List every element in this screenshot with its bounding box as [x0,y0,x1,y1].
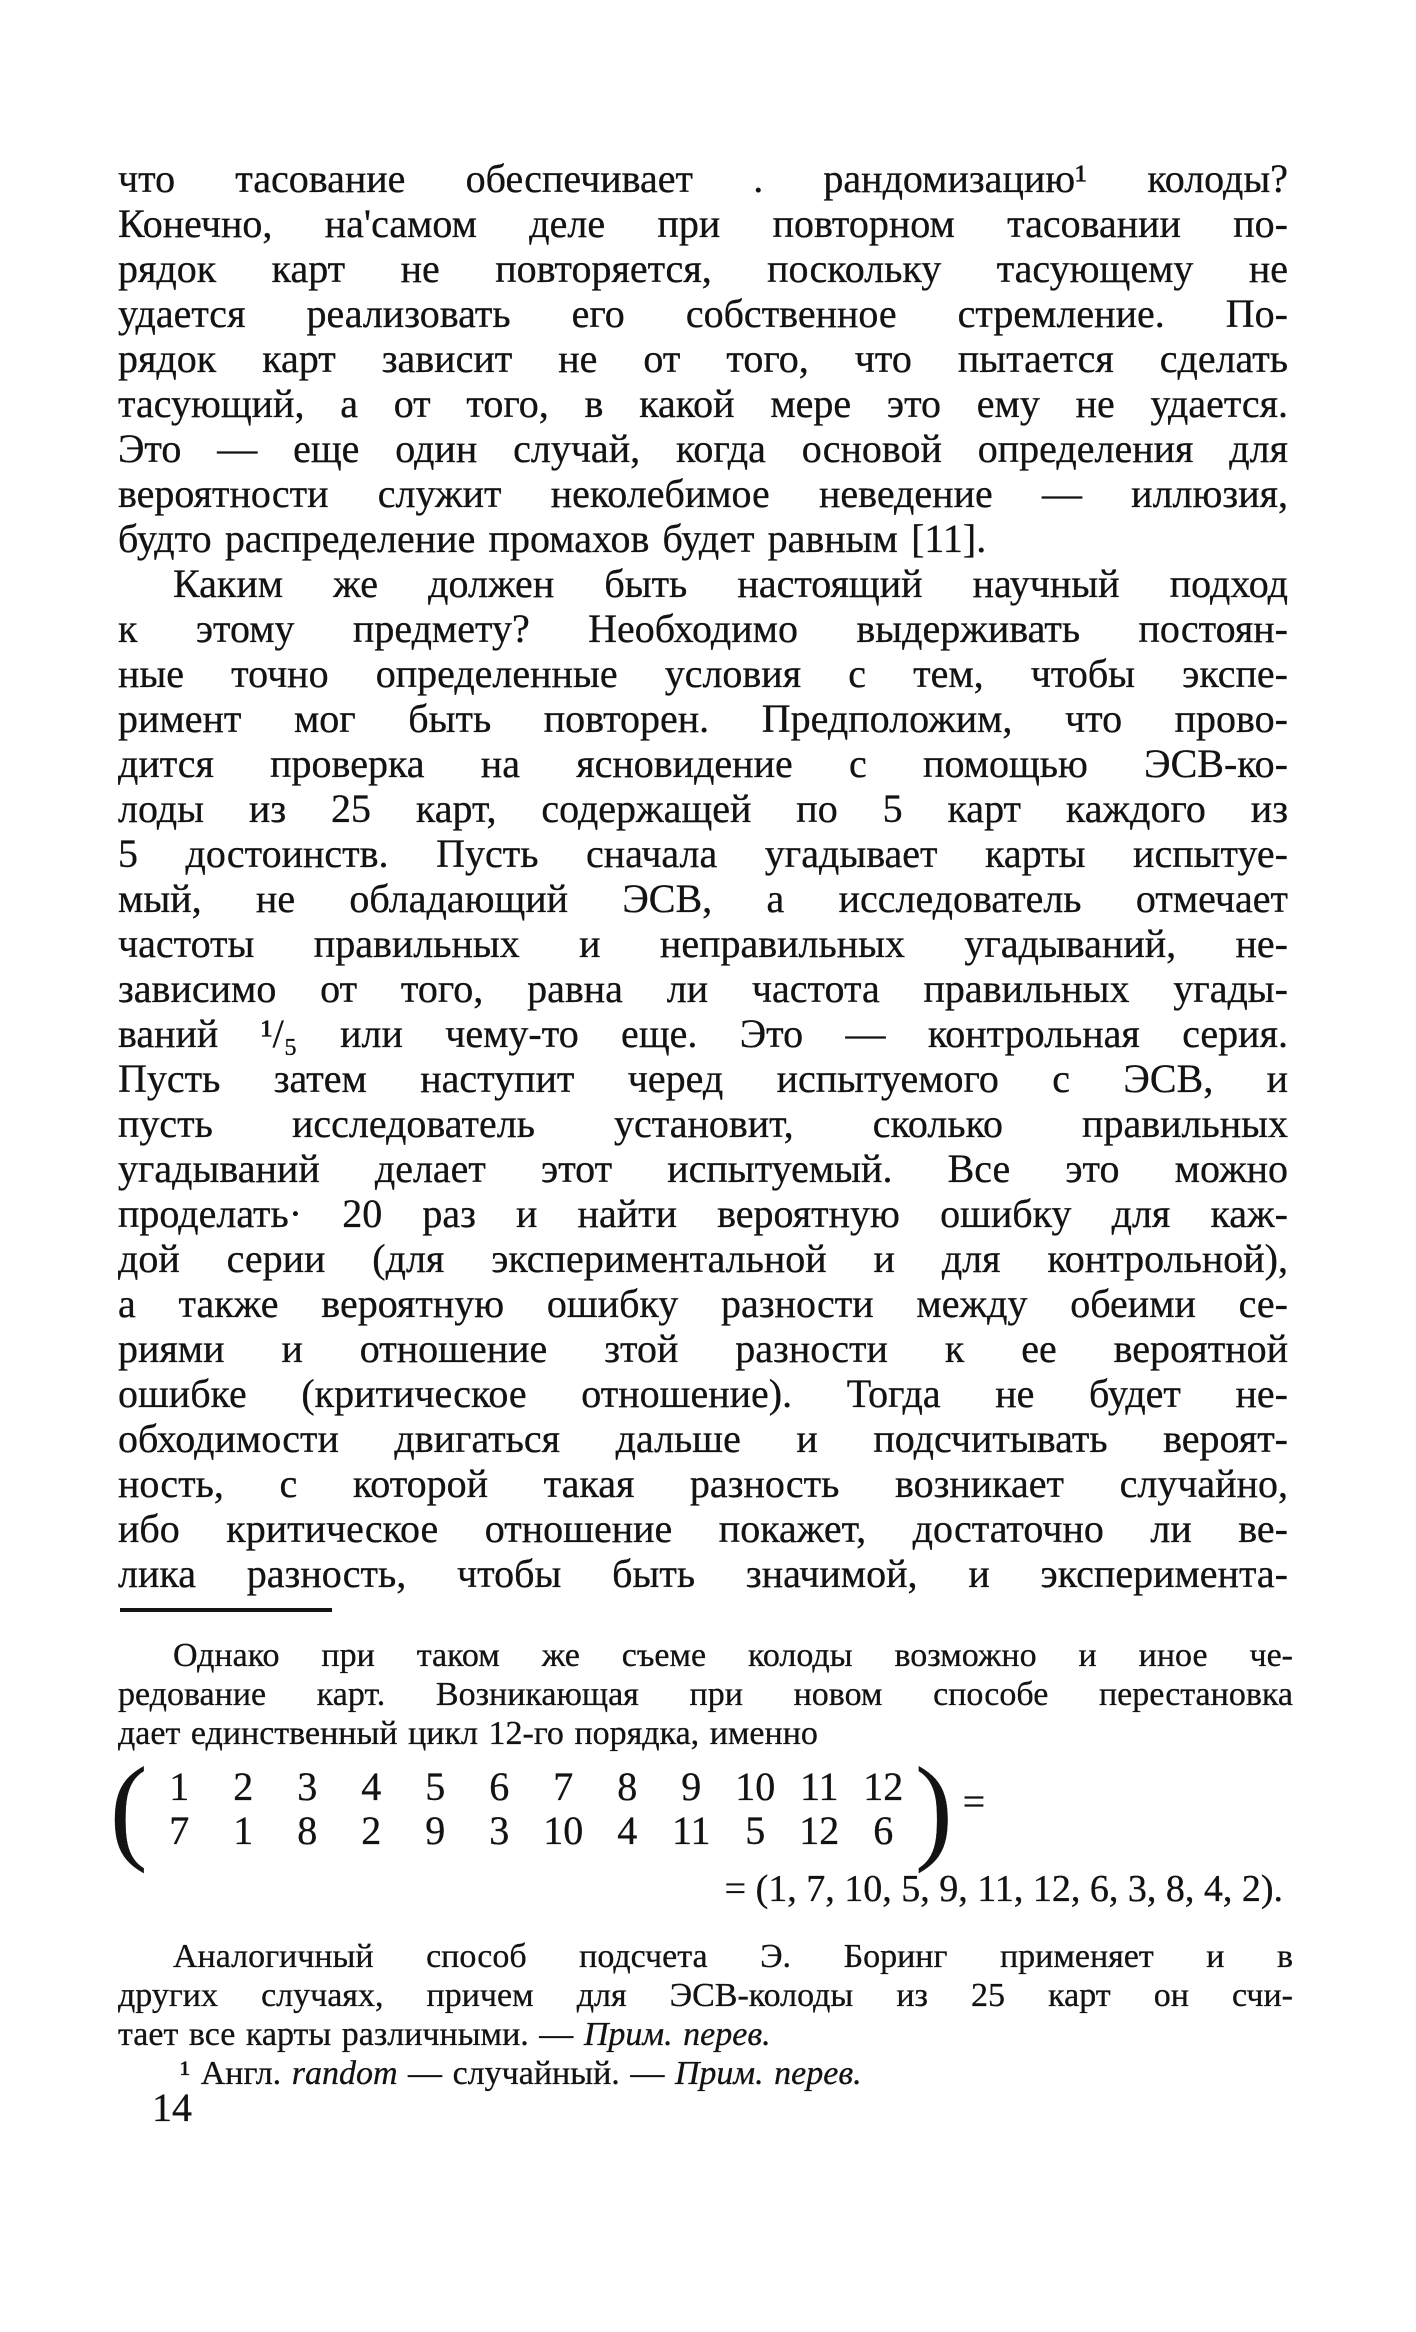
matrix-cell: 7 [553,1764,574,1809]
translator-footnote-line [118,2054,1293,2093]
text-line: зависимо от того, равна ли частота правильных угады- [118,966,1288,1011]
footnote-line: Однако при таком же съеме колоды возможно и иное че- [173,1637,1293,1674]
text-line: рядок карт не повторяется, поскольку тасующему не [118,246,1288,291]
text-line: мый, не обладающий ЭСВ, а исследователь отмечает [118,876,1288,921]
text-line: дится проверка на ясновидение с помощью ЭСВ-ко- [118,741,1288,786]
matrix-cell: 8 [297,1808,318,1853]
matrix-cell: 11 [672,1808,711,1853]
matrix-cell: 9 [681,1764,702,1809]
matrix-cell: 12 [863,1764,904,1809]
text-line: ошибке (критическое отношение). Тогда не будет не- [118,1371,1288,1416]
footnote-text: тает все карты различными. — [118,2016,584,2053]
matrix-cell: 12 [799,1808,840,1853]
page-number: 14 [152,2085,192,2130]
matrix-close-paren: ) [915,1743,953,1875]
matrix-cell: 2 [233,1764,254,1809]
matrix-cell: 1 [233,1808,254,1853]
matrix-cell: 9 [425,1808,446,1853]
footnote-line: редование карт. Возникающая при новом способе перестановка [118,1676,1293,1713]
main-text-block [118,156,1288,1596]
footnote-separator-rule [120,1608,332,1612]
footnote-line: других случаях, причем для ЭСВ-колоды из 25 карт он счи- [118,1977,1293,2014]
text-line: ибо критическое отношение покажет, достаточно ли ве- [118,1506,1288,1551]
matrix-cell: 6 [489,1764,510,1809]
text-line: риями и отношение зтой разности к ее вероятной [118,1326,1288,1371]
footnote-line [118,2015,1293,2054]
matrix-cell: 3 [297,1764,318,1809]
text-line: ные точно определенные условия с тем, чтобы экспе- [118,651,1288,696]
matrix-cell: 11 [800,1764,839,1809]
text-line: обходимости двигаться дальше и подсчитывать вероят- [118,1416,1288,1461]
matrix-cell: 2 [361,1808,382,1853]
text-line-paragraph-end: будто распределение промахов будет равным [11]. [118,516,987,561]
text-line: вероятности служит неколебимое неведение — иллюзия, [118,471,1288,516]
text-line: ваний ¹/₅ или чему-то еще. Это — контрольная серия. [118,1011,1288,1056]
text-line: пусть исследователь установит, сколько правильных [118,1101,1288,1146]
permutation-matrix [110,1743,1293,1875]
text-line: 5 достоинств. Пусть сначала угадывает карты испытуе- [118,831,1288,876]
matrix-cell: 5 [745,1808,766,1853]
cycle-result-line: = (1, 7, 10, 5, 9, 11, 12, 6, 3, 8, 4, 2). [724,1868,1283,1910]
matrix-cell: 4 [617,1808,638,1853]
text-line: что тасование обеспечивает . рандомизацию¹ колоды? [118,156,1288,201]
matrix-cell: 3 [489,1808,510,1853]
text-line: рядок карт зависит не от того, что пытается сделать [118,336,1288,381]
matrix-cell: 8 [617,1764,638,1809]
matrix-open-paren: ( [110,1743,148,1875]
text-line: угадываний делает этот испытуемый. Все это можно [118,1146,1288,1191]
text-line: частоты правильных и неправильных угадываний, не- [118,921,1288,966]
foreign-term-italic: random [291,2055,398,2092]
translator-note-italic: Прим. перев. [583,2016,771,2053]
footnote-marker: ¹ Англ. [180,2055,292,2092]
matrix-grid [147,1765,915,1853]
text-line: лоды из 25 карт, содержащей по 5 карт каждого из [118,786,1288,831]
text-line: тасующий, а от того, в какой мере это ему не удается. [118,381,1288,426]
matrix-cell: 10 [543,1808,584,1853]
text-line-paragraph-start: Каким же должен быть настоящий научный подход [173,561,1288,606]
footnote-block [110,1636,1293,2093]
matrix-cell: 5 [425,1764,446,1809]
text-line: Пусть затем наступит черед испытуемого с ЭСВ, и [118,1056,1288,1101]
matrix-cell: 10 [735,1764,776,1809]
equals-sign: = [962,1778,986,1824]
text-line: ность, с которой такая разность возникает случайно, [118,1461,1288,1506]
translator-note-italic: Прим. перев. [674,2055,862,2092]
text-line: а также вероятную ошибку разности между обеими се- [118,1281,1288,1326]
footnote-text: — случайный. — [397,2055,675,2092]
text-line: удается реализовать его собственное стремление. По- [118,291,1288,336]
text-line: проделать· 20 раз и найти вероятную ошибку для каж- [118,1191,1288,1236]
footnote-line: дает единственный цикл 12-го порядка, именно [118,1715,818,1752]
footnote-line: Аналогичный способ подсчета Э. Боринг применяет и в [173,1938,1293,1975]
matrix-cell: 4 [361,1764,382,1809]
text-line: Конечно, на'самом деле при повторном тасовании по- [118,201,1288,246]
text-line: Это — еще один случай, когда основой определения для [118,426,1288,471]
text-line: римент мог быть повторен. Предположим, что прово- [118,696,1288,741]
text-line: дой серии (для экспериментальной и для контрольной), [118,1236,1288,1281]
matrix-cell: 1 [169,1764,190,1809]
matrix-cell: 6 [873,1808,894,1853]
matrix-cell: 7 [169,1808,190,1853]
text-line: лика разность, чтобы быть значимой, и эксперимента- [118,1551,1288,1596]
text-line: к этому предмету? Необходимо выдерживать постоян- [118,606,1288,651]
